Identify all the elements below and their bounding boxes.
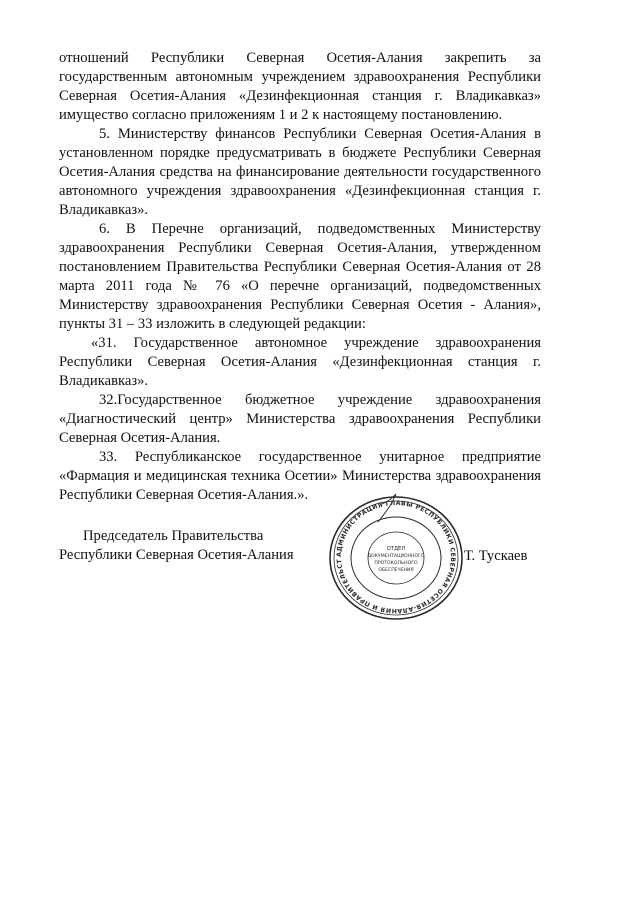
seal-center-line-2: ДОКУМЕНТАЦИОННОГО xyxy=(367,554,425,559)
seal-center-line-4: ОБЕСПЕЧЕНИЯ xyxy=(378,568,414,573)
paragraph-item-6: 6. В Перечне организаций, подведомственных Министерству здравоохранения Республики Северная Осетия-Алания, утвержденном постановлением Правительства Республики Северная Осетия-Алания от 28 марта 2011 года № 76 «О перечне организаций, подведомственных Министерству здравоохранения Республики Северная Осетия - Алания», пункты 31 – 33 изложить в следующей редакции: xyxy=(59,221,541,332)
signatory-position xyxy=(59,527,294,565)
paragraph-point-33: 33. Республиканское государственное унитарное предприятие «Фармация и медицинская техника Осетии» Министерства здравоохранения Республики Северная Осетия-Алания.». xyxy=(59,449,541,503)
seal-center-line-3: ПРОТОКОЛЬНОГО xyxy=(374,561,418,566)
official-seal xyxy=(326,492,466,622)
paragraph-continuation: отношений Республики Северная Осетия-Алания закрепить за государственным автономным учреждением здравоохранения Республики Северная Осетия-Алания «Дезинфекционная станция г. Владикавказ» имущество согласно приложениям 1 и 2 к настоящему постановлению. xyxy=(59,50,541,123)
document-body xyxy=(59,49,541,505)
seal-center-line-1: ОТДЕЛ xyxy=(386,546,406,552)
paragraph-point-32: 32.Государственное бюджетное учреждение здравоохранения «Диагностический центр» Министерства здравоохранения Республики Северная Осетия-Алания. xyxy=(59,392,541,446)
signatory-position-line1: Председатель Правительства xyxy=(83,528,264,544)
paragraph-item-5: 5. Министерству финансов Республики Северная Осетия-Алания в установленном порядке предусматривать в бюджете Республики Северная Осетия-Алания средства на финансирование деятельности государственного автономного учреждения здравоохранения «Дезинфекционная станция г. Владикавказ». xyxy=(59,126,541,218)
seal-outer-ring-text: АДМИНИСТРАЦИЯ ГЛАВЫ РЕСПУБЛИКИ СЕВЕРНАЯ ОСЕТИЯ-АЛАНИЯ И ПРАВИТЕЛЬСТ xyxy=(335,499,457,615)
signatory-name: Т. Тускаев xyxy=(464,548,528,564)
signatory-position-line2: Республики Северная Осетия-Алания xyxy=(59,547,294,563)
paragraph-point-31: «31. Государственное автономное учреждение здравоохранения Республики Северная Осетия-Алания «Дезинфекционная станция г. Владикавказ». xyxy=(59,335,541,389)
